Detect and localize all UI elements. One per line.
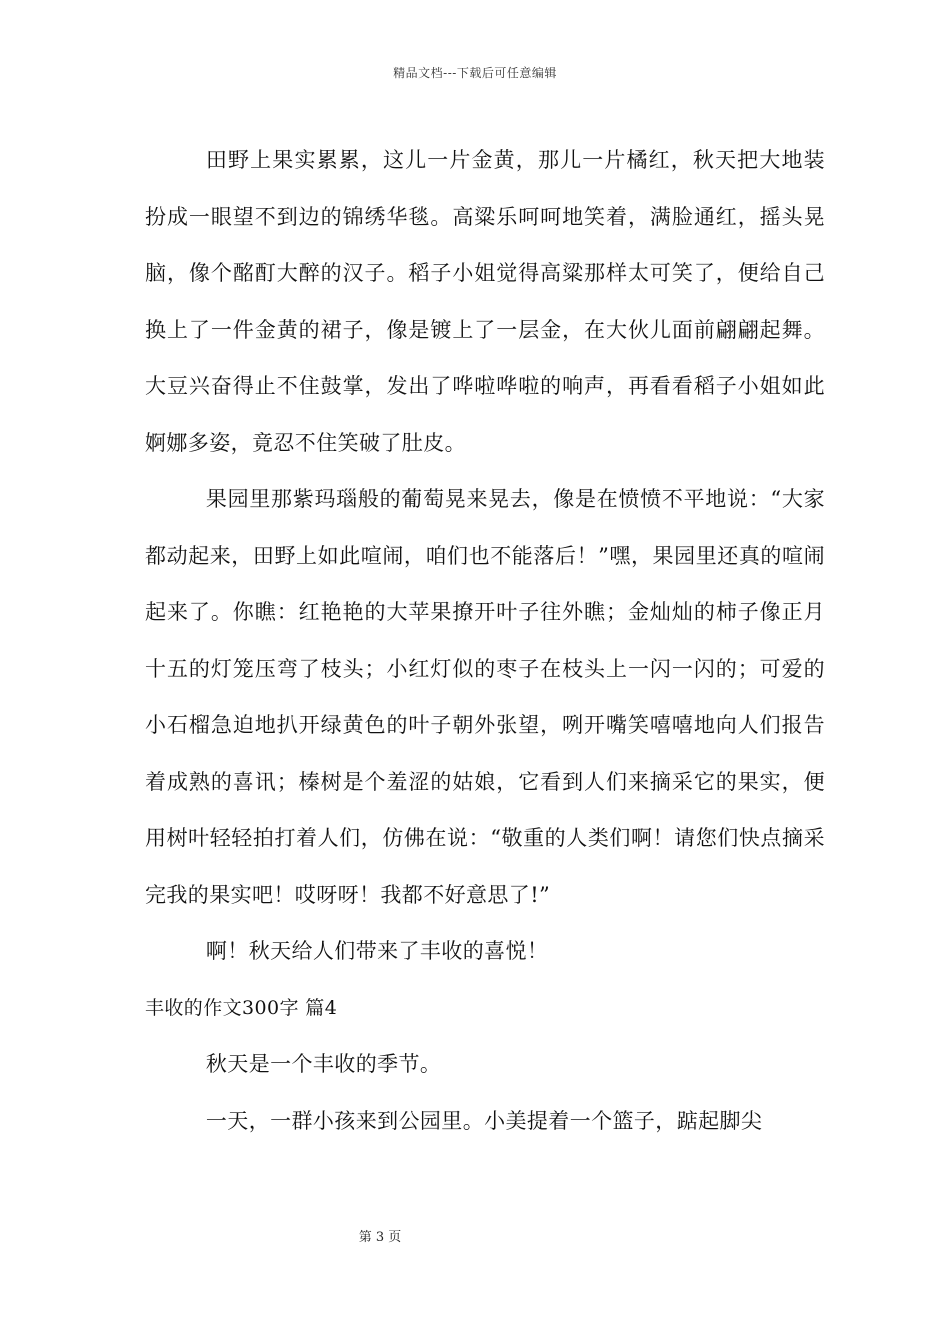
section-heading: 丰收的作文300字 篇4 [145, 996, 338, 1019]
paragraph-park: 一天，一群小孩来到公园里。小美提着一个篮子，踮起脚尖 [205, 1108, 763, 1133]
page-header: 精品文档---下载后可任意编辑 [393, 66, 557, 80]
page-number: 第 3 页 [358, 1230, 402, 1245]
paragraph-season: 秋天是一个丰收的季节。 [205, 1052, 442, 1076]
paragraph-fields: 田野上果实累累，这儿一片金黄，那儿一片橘红，秋天把大地装扮成一眼望不到边的锦绣华毯。高粱乐呵呵地笑着，满脸通红，摇头晃脑，像个酩酊大醉的汉子。稻子小姐觉得高粱那样太可笑了，便给自己换上了一件金黄的裙子，像是镀上了一层金，在大伙儿面前翩翩起舞。大豆兴奋得止不住鼓掌，发出了哗啦哗啦的响声，再看看稻子小姐如此婀娜多姿，竟忍不住笑破了肚皮。 [145, 148, 825, 455]
paragraph-joy: 啊！秋天给人们带来了丰收的喜悦！ [205, 939, 549, 963]
document-body [145, 132, 825, 1149]
paragraph-orchard: 果园里那紫玛瑙般的葡萄晃来晃去，像是在愤愤不平地说：“大家都动起来，田野上如此喧闹，咱们也不能落后！”嘿，果园里还真的喧闹起来了。你瞧：红艳艳的大苹果撩开叶子往外瞧；金灿灿的柿子像正月十五的灯笼压弯了枝头；小红灯似的枣子在枝头上一闪一闪的；可爱的小石榴急迫地扒开绿黄色的叶子朝外张望，咧开嘴笑嘻嘻地向人们报告着成熟的喜讯；榛树是个羞涩的姑娘，它看到人们来摘采它的果实，便用树叶轻轻拍打着人们，仿佛在说：“敬重的人类们啊！请您们快点摘采完我的果实吧！哎呀呀！我都不好意思了!” [145, 487, 825, 907]
